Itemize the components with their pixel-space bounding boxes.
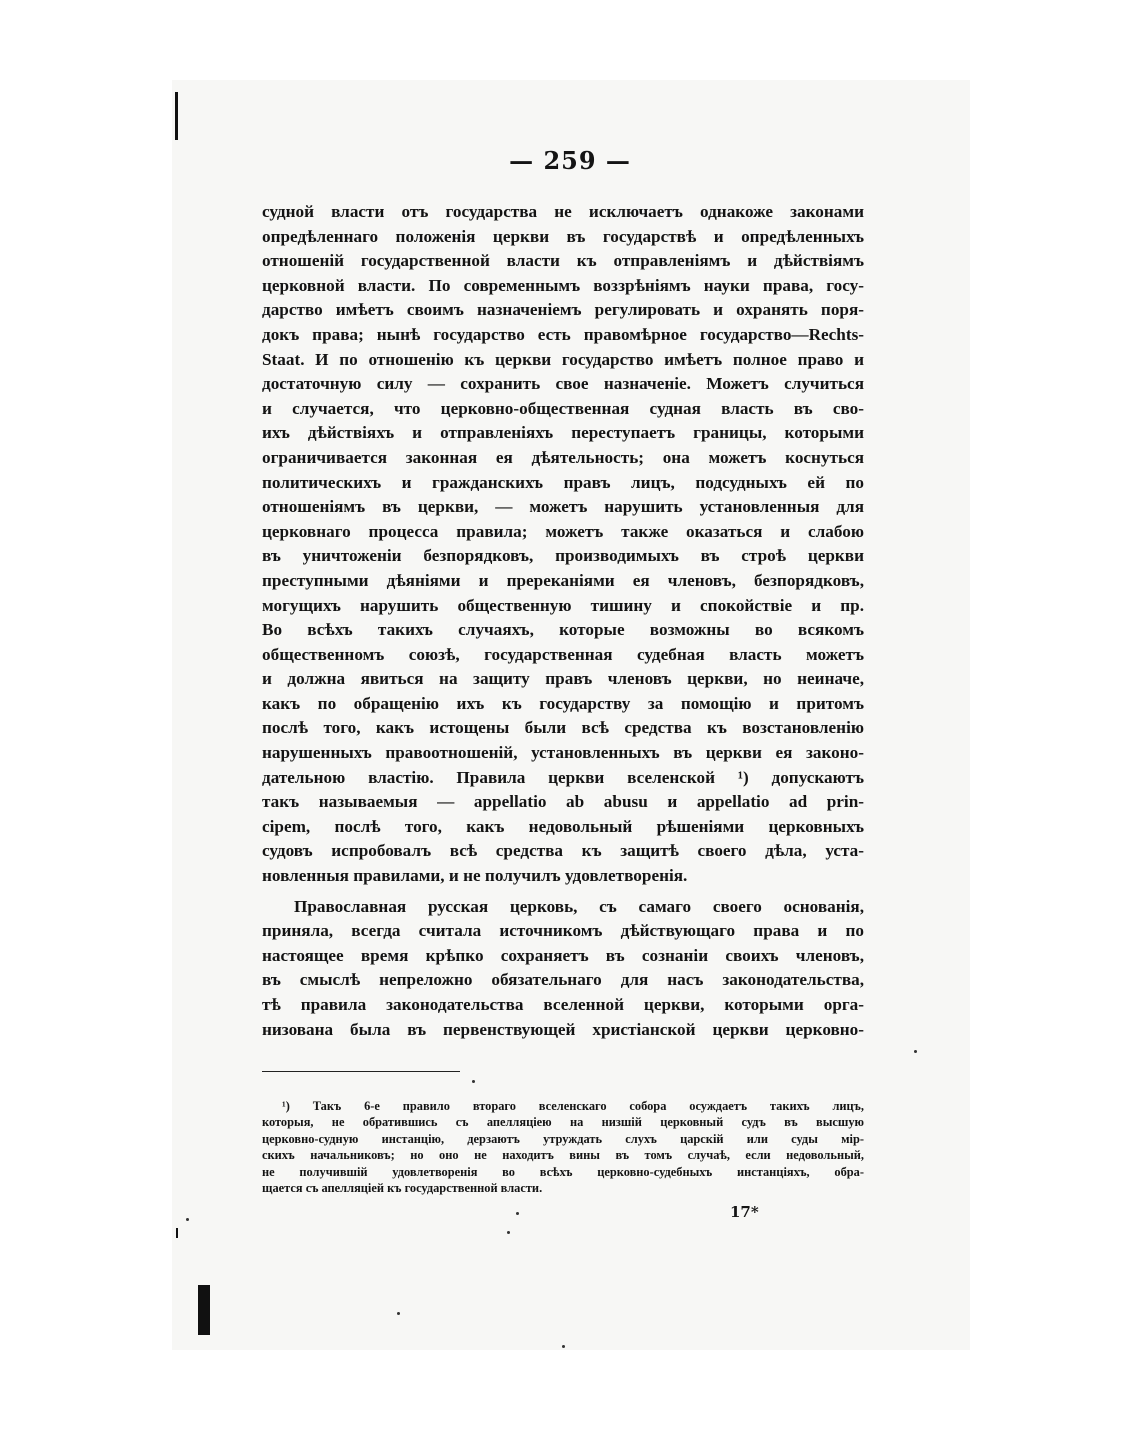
scan-speck — [507, 1231, 510, 1234]
text-line: судовъ испробовалъ всѣ средства къ защитѣ своего дѣла, уста- — [262, 841, 864, 861]
text-line: настоящее время крѣпко сохраняетъ въ сознаніи своихъ членовъ, — [262, 945, 864, 965]
text-line: достаточную силу — сохранить свое назначеніе. Можетъ случиться — [262, 374, 864, 394]
scan-speck — [562, 1345, 565, 1348]
text-line: новленныя правилами, и не получилъ удовлетворенія. — [262, 866, 688, 886]
text-line: тѣ правила законодательства вселенной церкви, которыми орга- — [262, 995, 864, 1014]
text-line: и случается, что церковно-общественная судная власть въ сво- — [262, 398, 864, 418]
main-text — [262, 200, 864, 1042]
text-line: докъ права; нынѣ государство есть правомѣрное государство—Rechts- — [262, 324, 864, 344]
text-line: такъ называемыя — appellatio ab abusu и appellatio ad prin- — [262, 792, 864, 812]
scan-edge-mark — [198, 1285, 210, 1335]
text-line: послѣ того, какъ истощены были всѣ средства къ возстановленію — [262, 718, 864, 738]
text-line: въ смыслѣ непреложно обязательнаго для насъ законодательства, — [262, 970, 864, 990]
footnote-line: ¹) Такъ 6-е правило втораго вселенскаго собора осуждаетъ такихъ лицъ, — [282, 1099, 864, 1113]
text-line: опредѣленнаго положенія церкви въ государствѣ и опредѣленныхъ — [262, 226, 864, 246]
text-line: нарушенныхъ правоотношеній, установленныхъ въ церкви ея законо- — [262, 743, 864, 763]
text-line: приняла, всегда считала источникомъ дѣйствующаго права и по — [262, 921, 864, 941]
text-line: Во всѣхъ такихъ случаяхъ, которые возможны во всякомъ — [262, 620, 864, 640]
scan-edge-mark — [176, 1228, 178, 1238]
scan-edge-mark — [175, 92, 178, 140]
text-line: Православная русская церковь, съ самаго своего основанія, — [294, 896, 864, 916]
page-number: — 259 — — [509, 146, 631, 175]
footnote — [262, 1098, 864, 1196]
text-line: общественномъ союзѣ, государственная судебная власть можетъ — [262, 644, 864, 664]
footnote-line: не получившій удовлетворенія во всѣхъ церковно-судебныхъ инстанціяхъ, обра- — [262, 1164, 864, 1179]
text-line: церковнаго процесса правила; можетъ также оказаться и слабою — [262, 521, 864, 541]
text-line: въ уничтоженіи безпорядковъ, производимыхъ въ строѣ церкви — [262, 546, 864, 566]
text-line: отношеніямъ въ церкви, — можетъ нарушить установленныя для — [262, 497, 864, 517]
text-line: ихъ дѣйствіяхъ и отправленіяхъ переступаетъ границы, которыми — [262, 423, 864, 443]
scan-speck — [397, 1312, 400, 1315]
scan-speck — [186, 1218, 189, 1221]
scan-speck — [914, 1050, 917, 1053]
text-line: Staat. И по отношенію къ церкви государство имѣетъ полное право и — [262, 349, 864, 369]
text-line: преступными дѣяніями и пререканіями ея членовъ, безпорядковъ, — [262, 570, 864, 590]
footnote-line: скихъ начальниковъ; но оно не находитъ вины въ томъ случаѣ, если недовольный, — [262, 1148, 864, 1163]
footnote-line: щается съ апелляціей къ государственной власти. — [262, 1180, 543, 1195]
footnote-line: церковно-судную инстанцію, дерзаютъ утруждать слухъ царскій или суды мір- — [262, 1131, 864, 1146]
scan-speck — [472, 1080, 475, 1083]
text-line: церковной власти. По современнымъ воззрѣніямъ науки права, госу- — [262, 275, 864, 295]
printer-signature-mark: 17* — [730, 1203, 759, 1221]
text-line: могущихъ нарушить общественную тишину и спокойствіе и пр. — [262, 595, 864, 615]
footnote-divider — [262, 1071, 460, 1072]
text-line: ограничивается законная ея дѣятельность; она можетъ коснуться — [262, 447, 864, 467]
text-line: политическихъ и гражданскихъ правъ лицъ, подсудныхъ ей по — [262, 472, 864, 492]
text-line: отношеній государственной власти къ отправленіямъ и дѣйствіямъ — [262, 251, 864, 271]
text-line: дательною властію. Правила церкви вселенской ¹) допускаютъ — [262, 767, 864, 787]
text-line: низована была въ первенствующей христіанской церкви церковно- — [262, 1019, 864, 1039]
text-line: и должна явиться на защиту правъ членовъ церкви, но неиначе, — [262, 669, 864, 689]
text-line: судной власти отъ государства не исключаетъ однакоже законами — [262, 202, 864, 221]
scan-speck — [516, 1212, 519, 1215]
text-line: какъ по обращенію ихъ къ государству за помощію и притомъ — [262, 693, 864, 713]
text-line: cipem, послѣ того, какъ недовольный рѣшеніями церковныхъ — [262, 816, 864, 836]
text-line: дарство имѣетъ своимъ назначеніемъ регулировать и охранять поря- — [262, 300, 864, 320]
footnote-line: которыя, не обратившись съ апелляціею на низшій церковный судъ въ высшую — [262, 1115, 864, 1130]
